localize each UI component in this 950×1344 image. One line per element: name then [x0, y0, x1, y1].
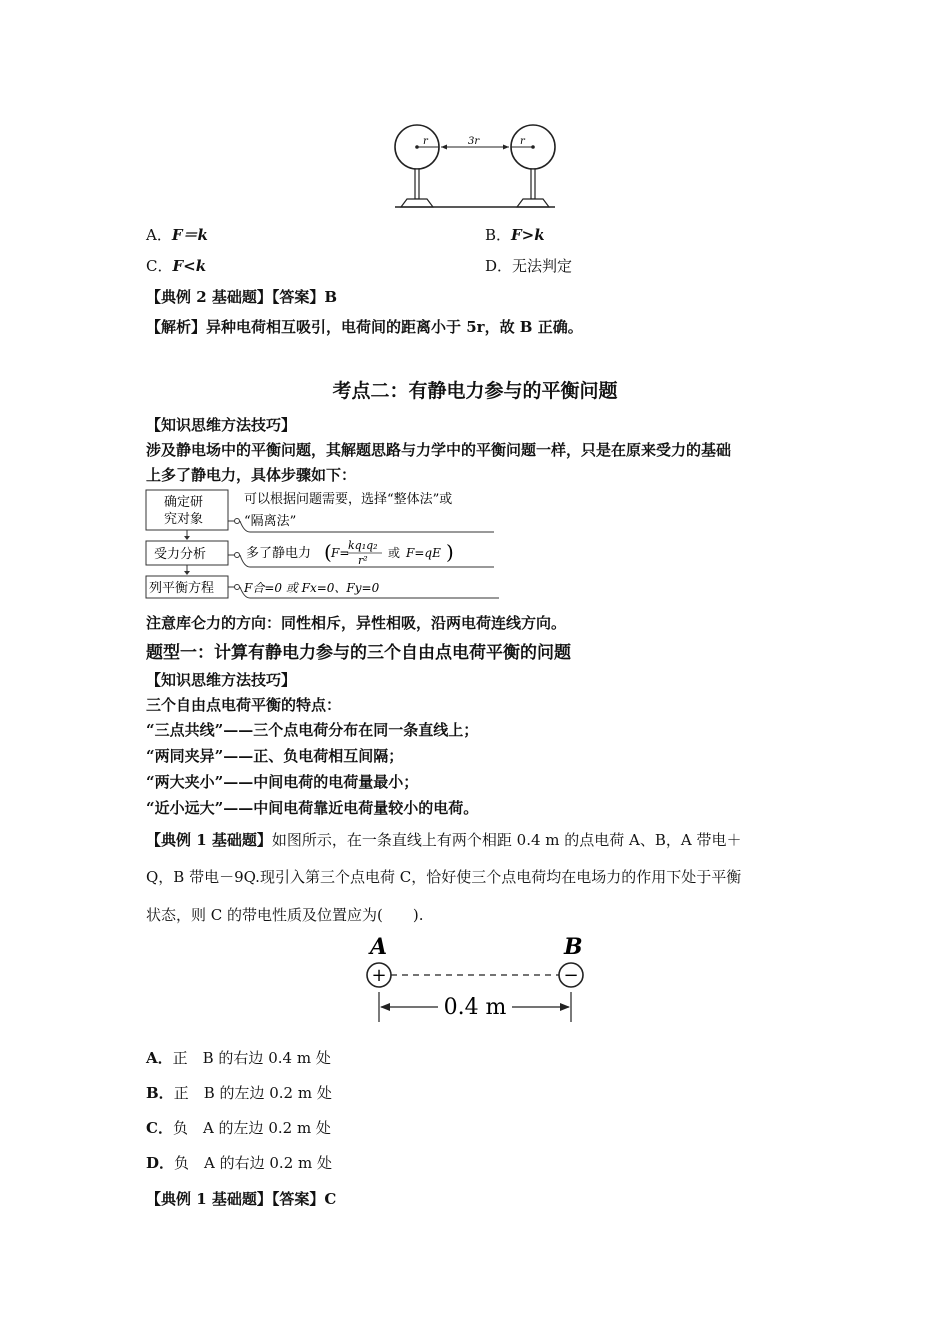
feature-3: “两大夹小”——中间电荷的电荷量最小； [146, 773, 419, 791]
svg-text:): ) [446, 540, 454, 564]
minus-sign: − [563, 965, 579, 986]
formula-2: F=qE [406, 546, 441, 560]
flow-note1-line2: “隔离法” [244, 514, 297, 529]
ex1-option-d: D．负 A 的右边 0.2 m 处 [146, 1154, 332, 1172]
point-charges-figure [360, 930, 600, 1028]
option-d: D．无法判定 [485, 257, 573, 275]
flow-note3: F合=0 或 Fx=0、Fy=0 [244, 581, 380, 595]
distance-label-fig2: 0.4 m [443, 995, 507, 1020]
plus-sign: + [371, 965, 387, 986]
flow-note2-prefix: 多了静电力 [246, 546, 312, 561]
radius-label-right: r [520, 136, 525, 147]
flow-note1-line1: 可以根据问题需要，选择“整体法”或 [244, 492, 453, 507]
example2-analysis: 【解析】异种电荷相互吸引，电荷间的距离小于 5r，故 B 正确。 [146, 318, 583, 336]
option-c: C．F<k [146, 257, 207, 275]
type-title: 题型一：计算有静电力参与的三个自由点电荷平衡的问题 [146, 643, 571, 663]
intro-line-2: 上多了静电力，具体步骤如下： [146, 466, 357, 484]
flow-step1-line1: 确定研 [164, 495, 204, 510]
tips-heading: 【知识思维方法技巧】 [146, 416, 297, 434]
formula-or: 或 [388, 546, 401, 560]
intro-line-1: 涉及静电场中的平衡问题，其解题思路与力学中的平衡问题一样，只是在原来受力的基础 [146, 441, 732, 459]
example2-answer: 【典例 2 基础题】【答案】B [146, 288, 338, 306]
feature-2: “两同夹异”——正、负电荷相互间隔； [146, 747, 404, 765]
ex1-option-a: A．正 B 的右边 0.4 m 处 [146, 1049, 331, 1067]
charge-a-label: A [370, 934, 388, 960]
section-title: 考点二：有静电力参与的平衡问题 [332, 380, 618, 402]
flow-step3: 列平衡方程 [149, 581, 215, 596]
example1-line-3: 状态，则 C 的带电性质及位置应为( ). [146, 906, 424, 924]
option-b: B．F>k [485, 226, 545, 244]
formula-1-den: r² [358, 554, 368, 567]
feature-1: “三点共线”——三个点电荷分布在同一条直线上； [146, 721, 479, 739]
flow-step1-line2: 究对象 [164, 512, 204, 527]
ex1-option-b: B．正 B 的左边 0.2 m 处 [146, 1084, 332, 1102]
example1-line-1: 【典例 1 基础题】如图所示，在一条直线上有两个相距 0.4 m 的点电荷 A、B，A 带电＋ [146, 831, 742, 849]
radius-label-left: r [423, 136, 428, 147]
charge-b-label: B [564, 934, 583, 960]
ex1-option-c: C．负 A 的左边 0.2 m 处 [146, 1119, 331, 1137]
two-spheres-figure [385, 118, 565, 213]
features-heading: 三个自由点电荷平衡的特点： [146, 696, 342, 714]
example1-line-2: Q，B 带电－9Q.现引入第三个点电荷 C，恰好使三个点电荷均在电场力的作用下处于平衡 [146, 868, 742, 886]
feature-4: “近小远大”——中间电荷靠近电荷量较小的电荷。 [146, 799, 479, 817]
formula-1-lhs: F= [331, 546, 350, 560]
flow-step2: 受力分析 [154, 547, 207, 562]
tips-heading-2: 【知识思维方法技巧】 [146, 671, 297, 689]
formula-1-num: kq₁q₂ [348, 539, 378, 552]
coulomb-note: 注意库仑力的方向：同性相斥，异性相吸，沿两电荷连线方向。 [146, 614, 567, 632]
option-a: A．F＝k [146, 226, 208, 244]
distance-label: 3r [468, 136, 480, 147]
steps-flowchart [144, 487, 504, 602]
svg-text:(: ( [324, 540, 332, 564]
example1-answer: 【典例 1 基础题】【答案】C [146, 1190, 337, 1208]
